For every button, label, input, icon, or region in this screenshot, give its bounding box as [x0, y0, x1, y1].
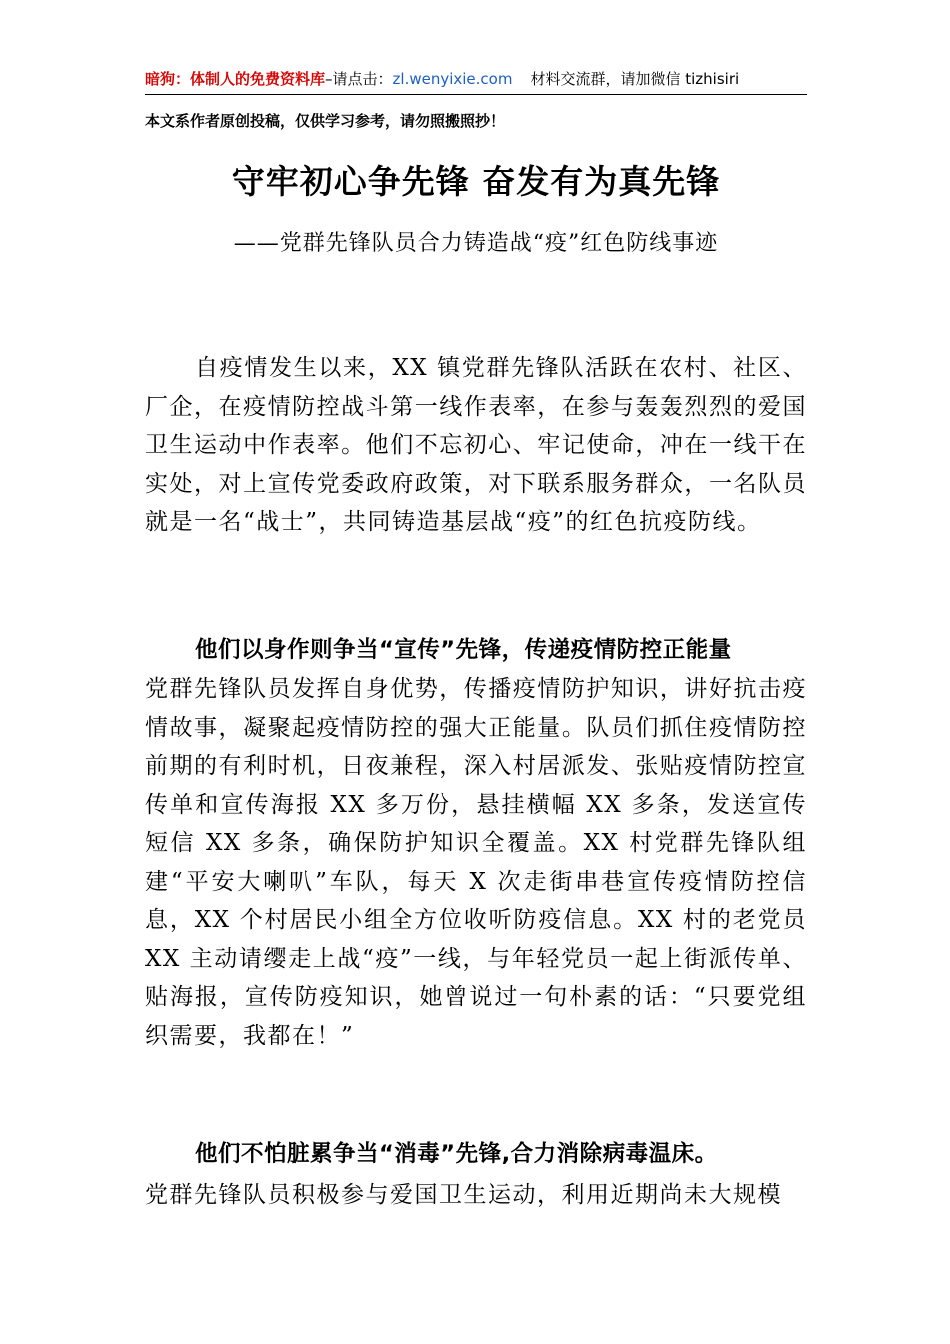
disinfection-paragraph: 党群先锋队员积极参与爱国卫生运动，利用近期尚未大规模 [145, 1182, 782, 1208]
page-header [145, 68, 807, 95]
document-subtitle: ——党群先锋队员合力铸造战“疫”红色防线事迹 [233, 231, 719, 256]
copyright-notice: 本文系作者原创投稿，仅供学习参考，请勿照搬照抄！ [145, 112, 506, 130]
header-site-name: 暗狗：体制人的免费资料库 [145, 70, 326, 88]
header-url-link[interactable]: zl.wenyixie.com [392, 70, 513, 88]
header-group-info: 材料交流群，请加微信 tizhisiri [530, 70, 740, 88]
header-click-prompt: –请点击： [325, 70, 393, 88]
publicity-paragraph: 党群先锋队员发挥自身优势，传播疫情防护知识，讲好抗击疫情故事，凝聚起疫情防控的强大正能量。队员们抓住疫情防控前期的有利时机，日夜兼程，深入村居派发、张贴疫情防控宣传单和宣传海报 XX 多万份，悬挂横幅 XX 多条，发送宣传短信 XX 多条，确保防护知识全覆盖。XX 村党群先锋队组建“平安大喇叭”车队，每天 X 次走街串巷宣传疫情防控信息，XX 个村居民小组全方位收听防疫信息。XX 村的老党员 XX 主动请缨走上战“疫”一线，与年轻党员一起上街派传单、贴海报，宣传防疫知识，她曾说过一句朴素的话：“只要党组织需要，我都在！” [145, 676, 807, 1049]
document-title: 守牢初心争先锋 奋发有为真先锋 [231, 162, 721, 201]
intro-paragraph: 自疫情发生以来，XX 镇党群先锋队活跃在农村、社区、厂企，在疫情防控战斗第一线作表率，在参与轰轰烈烈的爱国卫生运动中作表率。他们不忘初心、牢记使命，冲在一线干在实处，对上宣传党委政府政策，对下联系服务群众，一名队员就是一名“战士”，共同铸造基层战“疫”的红色抗疫防线。 [145, 355, 807, 535]
section-heading-publicity: 他们以身作则争当“宣传”先锋，传递疫情防控正能量 [195, 637, 732, 663]
section-heading-disinfection: 他们不怕脏累争当“消毒”先锋,合力消除病毒温床。 [195, 1141, 718, 1167]
